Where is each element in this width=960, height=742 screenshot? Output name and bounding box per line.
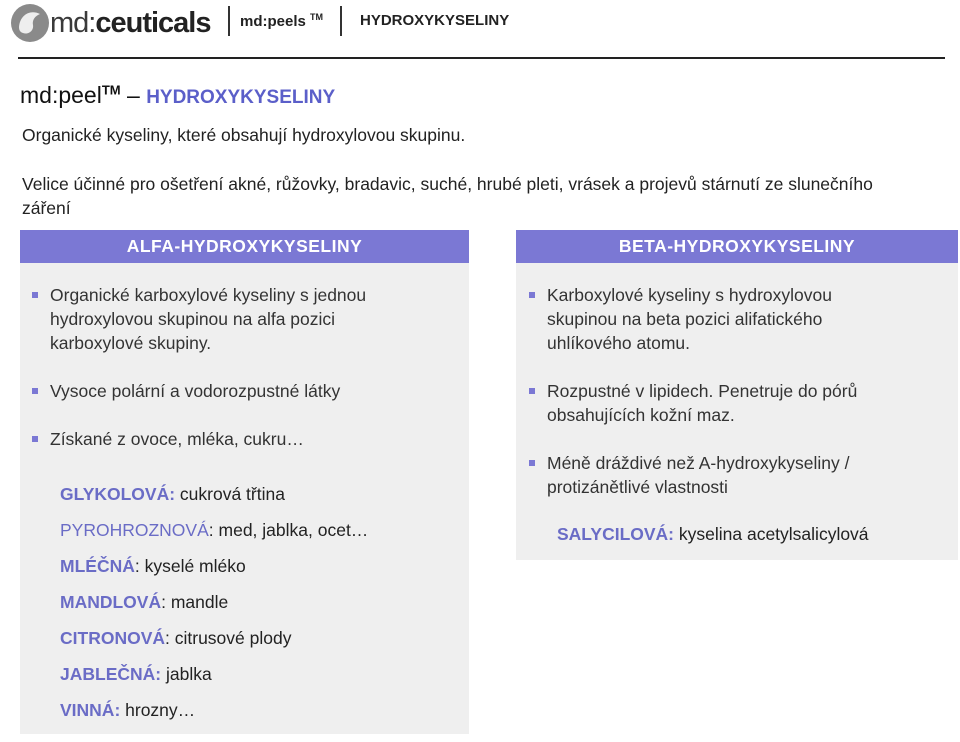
mdceuticals-logo[interactable] bbox=[10, 3, 215, 43]
beta-bullet: Karboxylové kyseliny s hydroxylovou skupinou na beta pozici alifatického uhlíkového atomu. bbox=[547, 283, 892, 355]
header-divider bbox=[228, 6, 230, 36]
acid-salicylic: SALYCILOVÁ: kyselina acetylsalicylová bbox=[557, 524, 869, 544]
nav-md-peels[interactable]: md:peels ™ bbox=[240, 12, 324, 30]
beta-bullet: Méně dráždivé než A-hydroxykyseliny / protizánětlivé vlastnosti bbox=[547, 451, 927, 499]
intro-usage: Velice účinné pro ošetření akné, růžovky, bradavic, suché, hrubé pleti, vrásek a projevů stárnutí ze slunečního záření bbox=[22, 174, 873, 218]
acid-citric: CITRONOVÁ: citrusové plody bbox=[60, 628, 292, 648]
alpha-panel-header: ALFA-HYDROXYKYSELINY bbox=[20, 230, 469, 263]
logo-wordmark: md:ceuticals bbox=[50, 7, 211, 39]
logo-mark-icon bbox=[10, 3, 50, 43]
acid-glycolic: GLYKOLOVÁ: cukrová třtina bbox=[60, 484, 285, 504]
beta-bullet: Rozpustné v lipidech. Penetruje do pórů obsahujících kožní maz. bbox=[547, 379, 927, 427]
alpha-bullet: Získané z ovoce, mléka, cukru… bbox=[50, 427, 450, 451]
alpha-bullet: Vysoce polární a vodorozpustné látky bbox=[50, 379, 450, 403]
header-rule bbox=[18, 57, 945, 59]
alpha-bullet: Organické karboxylové kyseliny s jednou hydroxylovou skupinou na alfa pozici karboxylové skupiny. bbox=[50, 283, 430, 355]
intro-definition: Organické kyseliny, které obsahují hydroxylovou skupinu. bbox=[22, 125, 466, 145]
beta-panel bbox=[516, 230, 958, 560]
page-title: md:peel™ – HYDROXYKYSELINY bbox=[20, 82, 336, 108]
acid-malic: JABLEČNÁ: jablka bbox=[60, 664, 212, 684]
header-divider bbox=[340, 6, 342, 36]
acid-pyruvic: PYROHROZNOVÁ: med, jablka, ocet… bbox=[60, 520, 369, 540]
alpha-panel bbox=[20, 230, 469, 734]
nav-hydroxykyseliny[interactable]: HYDROXYKYSELINY bbox=[360, 12, 510, 29]
acid-mandelic: MANDLOVÁ: mandle bbox=[60, 592, 229, 612]
acid-tartaric: VINNÁ: hrozny… bbox=[60, 700, 196, 720]
beta-panel-header: BETA-HYDROXYKYSELINY bbox=[516, 230, 958, 263]
acid-lactic: MLÉČNÁ: kyselé mléko bbox=[60, 556, 246, 576]
